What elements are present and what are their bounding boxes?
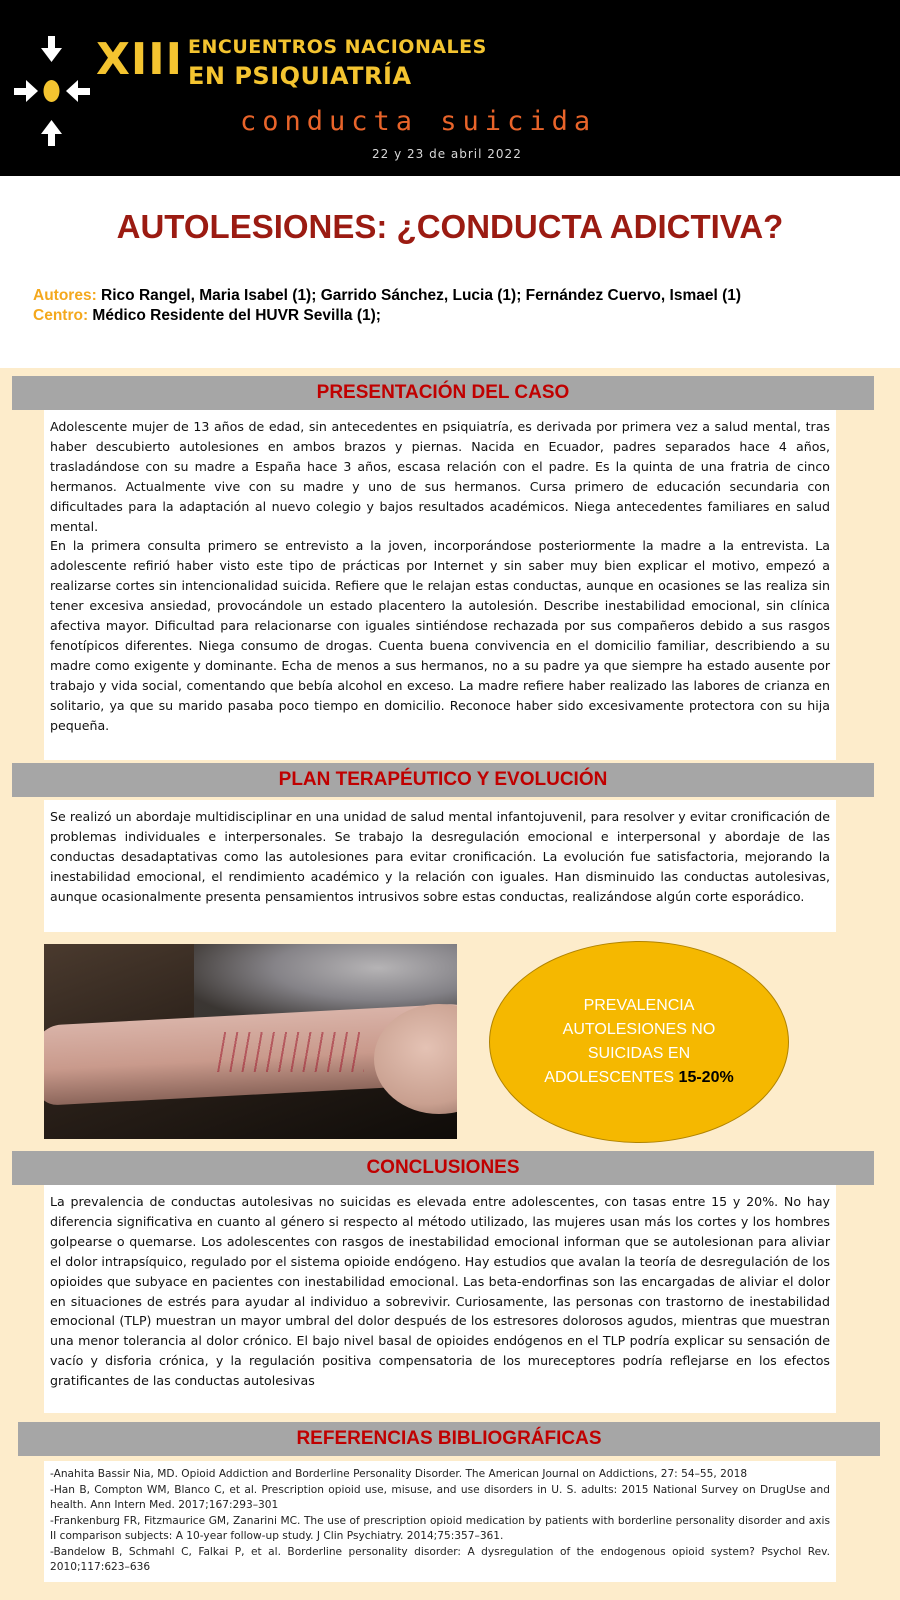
prevalence-text-wrap — [530, 994, 748, 1090]
prevalence-value: 15-20% — [678, 1069, 734, 1086]
event-banner — [0, 0, 900, 176]
plan-body — [44, 800, 836, 932]
title-area — [0, 176, 900, 368]
references-list — [44, 1461, 836, 1582]
section-heading-conclusiones: CONCLUSIONES — [12, 1151, 874, 1185]
authors-label: Autores: — [33, 287, 97, 304]
presentacion-body — [44, 410, 836, 760]
reference-item: -Bandelow B, Schmahl C, Falkai P, et al. Borderline personality disorder: A dysregulation of the endogenous opioid system? Psychol Rev. 2010;117:623–636 — [50, 1545, 830, 1573]
event-subtitle: conducta suicida — [240, 106, 597, 137]
reference-item: -Frankenburg FR, Fitzmaurice GM, Zanarini MC. The use of prescription opioid medication by patients with borderline personality disorder and axis II comparison subjects: A 10-year follow-up study. J Clin Psychiatry. 2014;75:357–361. — [50, 1514, 830, 1542]
authors-block — [33, 286, 741, 326]
center-line — [33, 306, 741, 326]
conclusiones-body — [44, 1185, 836, 1413]
center-value: Médico Residente del HUVR Sevilla (1); — [92, 307, 381, 324]
case-photo — [44, 944, 457, 1139]
authors-value: Rico Rangel, Maria Isabel (1); Garrido Sánchez, Lucia (1); Fernández Cuervo, Ismael (1) — [101, 287, 742, 304]
reference-item: -Anahita Bassir Nia, MD. Opioid Addiction and Borderline Personality Disorder. The American Journal on Addictions, 27: 54–55, 2018 — [50, 1468, 748, 1480]
center-label: Centro: — [33, 307, 89, 324]
event-date: 22 y 23 de abril 2022 — [372, 147, 522, 161]
event-number: XIII — [96, 34, 184, 85]
photo-injury-marks — [214, 1032, 364, 1072]
prevalence-callout — [489, 941, 789, 1143]
event-logo-icon — [12, 34, 92, 150]
plan-paragraph: Se realizó un abordaje multidisciplinar en una unidad de salud mental infantojuvenil, para resolver y evitar cronificación de problemas individuales e interpersonales. Se trabajo la desregulación emocional e interpersonal y abordaje de las conductas desadaptativas como las autolesiones para evitar cronificación. La evolución fue satisfactoria, mejorando la inestabilidad emocional, el rendimiento académico y la relación con iguales. Han disminuido las conductas autolesivas, aunque ocasionalmente presenta pensamientos intrusivos sobre estas conductas, realizándose algún corte esporádico. — [50, 809, 830, 904]
authors-line — [33, 286, 741, 306]
reference-item: -Han B, Compton WM, Blanco C, et al. Prescription opioid use, misuse, and use disorders in U. S. adults: 2015 National Survey on DrugUse and health. Ann Intern Med. 2017;167:293–301 — [50, 1483, 830, 1511]
prevalence-text: PREVALENCIA AUTOLESIONES NO SUICIDAS EN ADOLESCENTES — [544, 997, 716, 1086]
poster-title: AUTOLESIONES: ¿CONDUCTA ADICTIVA? — [116, 208, 784, 245]
presentacion-paragraph: En la primera consulta primero se entrevisto a la joven, incorporándose posteriormente la madre a la entrevista. La adolescente refirió haber visto este tipo de prácticas por Internet y sin saber muy bien explicar el motivo, empezó a realizarse cortes sin intencionalidad suicida. Refiere que le relajan estas conductas, aunque en ocasiones se las realiza sin tener excesiva ansiedad, provocándole un estado placentero la autolesión. Describe inestabilidad emocional, sin clínica afectiva mayor. Dificultad para relacionarse con iguales sintiéndose rechazada por sus compañeros debido a sus rasgos fenotípicos diferentes. Niega consumo de drogas. Cuenta buena convivencia en el domicilio familiar, describiendo a su madre como exigente y dominante. Echa de menos a sus hermanos, no a su padre ya que siempre ha estado ausente por trabajo y vida social, comentando que bebía alcohol en exceso. La madre refiere haber realizado las labores de crianza en solitario, ya que su marido pasaba poco tiempo en domicilio. Reconoce haber sido excesivamente protectora con su hija pequeña. — [50, 538, 830, 733]
section-heading-presentacion: PRESENTACIÓN DEL CASO — [12, 376, 874, 410]
event-name-line2: EN PSIQUIATRÍA — [188, 62, 412, 90]
presentacion-paragraph: Adolescente mujer de 13 años de edad, sin antecedentes en psiquiatría, es derivada por primera vez a salud mental, tras haber descubierto autolesiones en ambos brazos y piernas. Nacida en Ecuador, padres separados hace 4 años, trasladándose con su madre a España hace 3 años, escasa relación con el padre. Es la quinta de una fratria de cinco hermanos. Actualmente vive con su madre y uno de sus hermanos. Cursa primero de educación secundaria con dificultades para la adaptación al nuevo colegio y bajos resultados académicos. Niega antecedentes familiares en salud mental. — [50, 419, 830, 534]
conclusiones-paragraph: La prevalencia de conductas autolesivas no suicidas es elevada entre adolescentes, con tasas entre 15 y 20%. No hay diferencia significativa en cuanto al género si respecto al método utilizado, las mujeres usan más los cortes y los hombres golpearse o quemarse. Los adolescentes con rasgos de inestabilidad emocional informan que se autolesionan para aliviar el dolor intrapsíquico, regulado por el sistema opioide endógeno. Hay estudios que avalan la teoría de desregulación de los opioides que subyace en pacientes con inestabilidad emocional. Las beta-endorfinas son las encargadas de aliviar el dolor en situaciones de estrés para ayudar al individuo a sobrevivir. Curiosamente, las personas con trastorno de inestabilidad emocional (TLP) muestran un mayor umbral del dolor después de los estresores dolorosos agudos, mientras que muestran una menor tolerancia al dolor crónico. El bajo nivel basal de opioides endógenos en el TLP podría explicar su sensación de vacío y disforia crónica, y la regulación positiva compensatoria de los mureceptores podría reflejarse en los efectos gratificantes de las conductas autolesivas — [50, 1194, 830, 1389]
section-heading-referencias: REFERENCIAS BIBLIOGRÁFICAS — [18, 1422, 880, 1456]
section-heading-plan: PLAN TERAPÉUTICO Y EVOLUCIÓN — [12, 763, 874, 797]
event-name-line1: ENCUENTROS NACIONALES — [188, 36, 487, 58]
